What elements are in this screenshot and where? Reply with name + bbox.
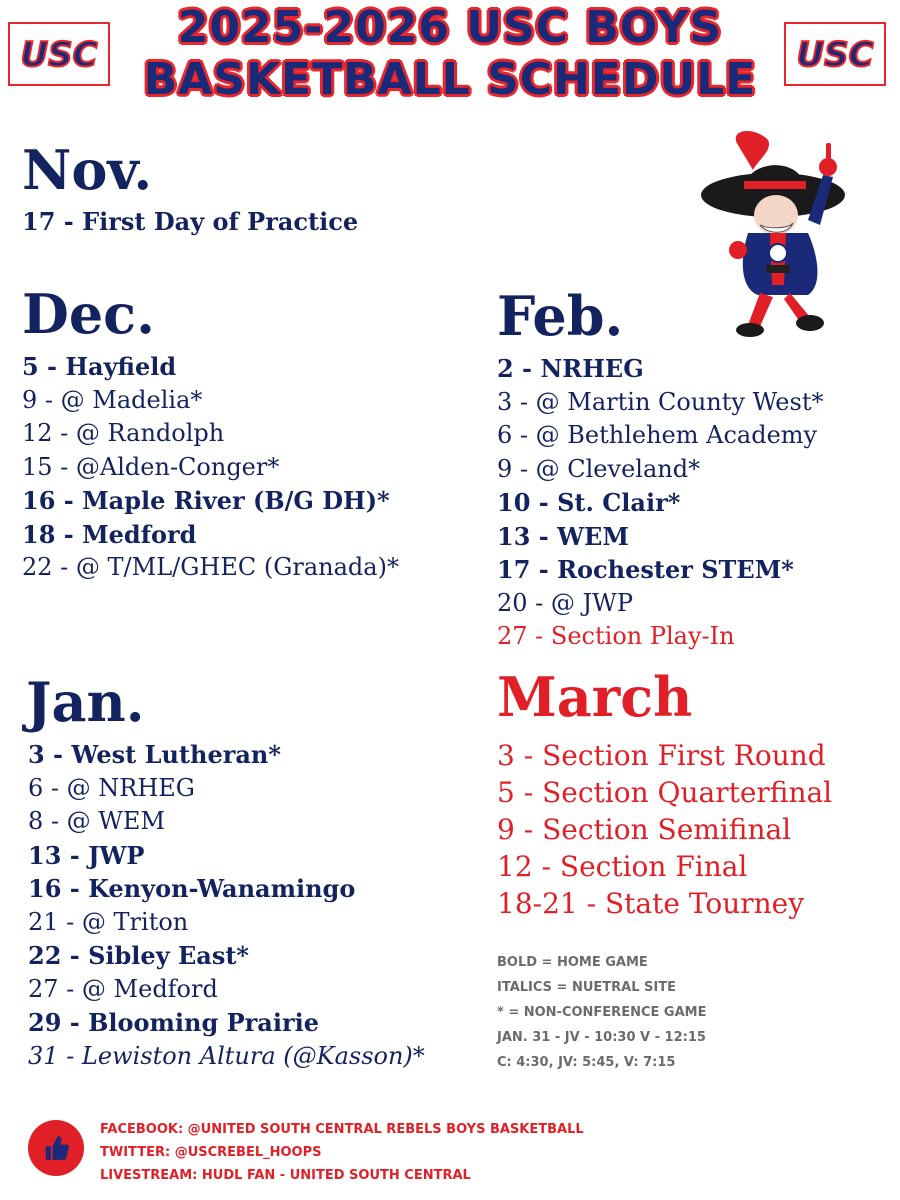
schedule-item: 16 - Kenyon-Wanamingo	[28, 874, 356, 903]
schedule-item: 6 - @ NRHEG	[28, 773, 195, 802]
month-heading-feb: Feb.	[497, 284, 624, 348]
schedule-item: 27 - Section Play-In	[497, 622, 735, 650]
schedule-list-jan	[28, 738, 425, 1073]
page-title: 2025-2026 USC BOYS	[177, 2, 723, 53]
legend	[497, 950, 706, 1075]
twitter-link[interactable]: TWITTER: @USCREBEL_HOOPS	[100, 1145, 322, 1160]
rebel-mascot-icon	[698, 125, 868, 340]
schedule-item: 20 - @ JWP	[497, 588, 633, 617]
legend-line: ITALICS = NUETRAL SITE	[497, 980, 676, 995]
facebook-link[interactable]: FACEBOOK: @UNITED SOUTH CENTRAL REBELS BOYS BASKETBALL	[100, 1122, 584, 1137]
page-subtitle: BASKETBALL SCHEDULE	[143, 54, 757, 105]
month-heading-march: March	[497, 665, 693, 729]
schedule-item: 15 - @Alden-Conger*	[22, 452, 280, 481]
livestream-link[interactable]: LIVESTREAM: HUDL FAN - UNITED SOUTH CENTRAL	[100, 1168, 471, 1183]
schedule-item: 10 - St. Clair*	[497, 488, 681, 517]
schedule-item: 18-21 - State Tourney	[497, 887, 805, 920]
schedule-item: 3 - West Lutheran*	[28, 740, 281, 769]
schedule-item: 31 - Lewiston Altura (@Kasson)*	[28, 1041, 425, 1070]
logo-text: USC	[796, 35, 874, 75]
schedule-item: 17 - Rochester STEM*	[497, 555, 794, 584]
schedule-item: 5 - Hayfield	[22, 352, 177, 381]
thumbs-up-icon	[28, 1120, 84, 1176]
schedule-item: 2 - NRHEG	[497, 354, 644, 383]
schedule-item: 22 - @ T/ML/GHEC (Granada)*	[22, 553, 399, 581]
schedule-item: 13 - JWP	[28, 840, 145, 870]
schedule-item: 12 - Section Final	[497, 850, 748, 883]
schedule-item: 12 - @ Randolph	[22, 419, 225, 447]
schedule-item: 8 - @ WEM	[28, 807, 166, 835]
schedule-item: 29 - Blooming Prairie	[28, 1008, 319, 1037]
schedule-item: 5 - Section Quarterfinal	[497, 776, 833, 809]
schedule-item: 13 - WEM	[497, 521, 629, 551]
month-heading-jan: Jan.	[26, 670, 145, 734]
schedule-item: 21 - @ Triton	[28, 907, 189, 936]
schedule-item: 9 - @ Cleveland*	[497, 454, 701, 483]
schedule-item: 16 - Maple River (B/G DH)*	[22, 486, 390, 515]
month-heading-nov: Nov.	[22, 138, 153, 202]
schedule-item: 22 - Sibley East*	[28, 941, 249, 970]
month-heading-dec: Dec.	[22, 282, 155, 346]
legend-line: BOLD = HOME GAME	[497, 955, 648, 970]
footer-social	[100, 1118, 584, 1187]
logo-text: USC	[20, 35, 98, 75]
schedule-item: 3 - Section First Round	[497, 739, 826, 772]
legend-line: C: 4:30, JV: 5:45, V: 7:15	[497, 1055, 676, 1070]
schedule-list-feb	[497, 352, 823, 654]
schedule-item: 6 - @ Bethlehem Academy	[497, 421, 818, 449]
legend-line: * = NON-CONFERENCE GAME	[497, 1005, 707, 1020]
schedule-item: 18 - Medford	[22, 519, 197, 549]
schedule-item: 3 - @ Martin County West*	[497, 387, 824, 416]
schedule-item: 9 - @ Madelia*	[22, 385, 203, 414]
schedule-item: 17 - First Day of Practice	[22, 207, 359, 236]
schedule-list-dec	[22, 350, 399, 585]
legend-line: JAN. 31 - JV - 10:30 V - 12:15	[497, 1030, 706, 1045]
schedule-item: 27 - @ Medford	[28, 974, 218, 1003]
schedule-list-nov	[22, 205, 358, 239]
schedule-list-march	[497, 737, 832, 922]
schedule-item: 9 - Section Semifinal	[497, 813, 792, 846]
